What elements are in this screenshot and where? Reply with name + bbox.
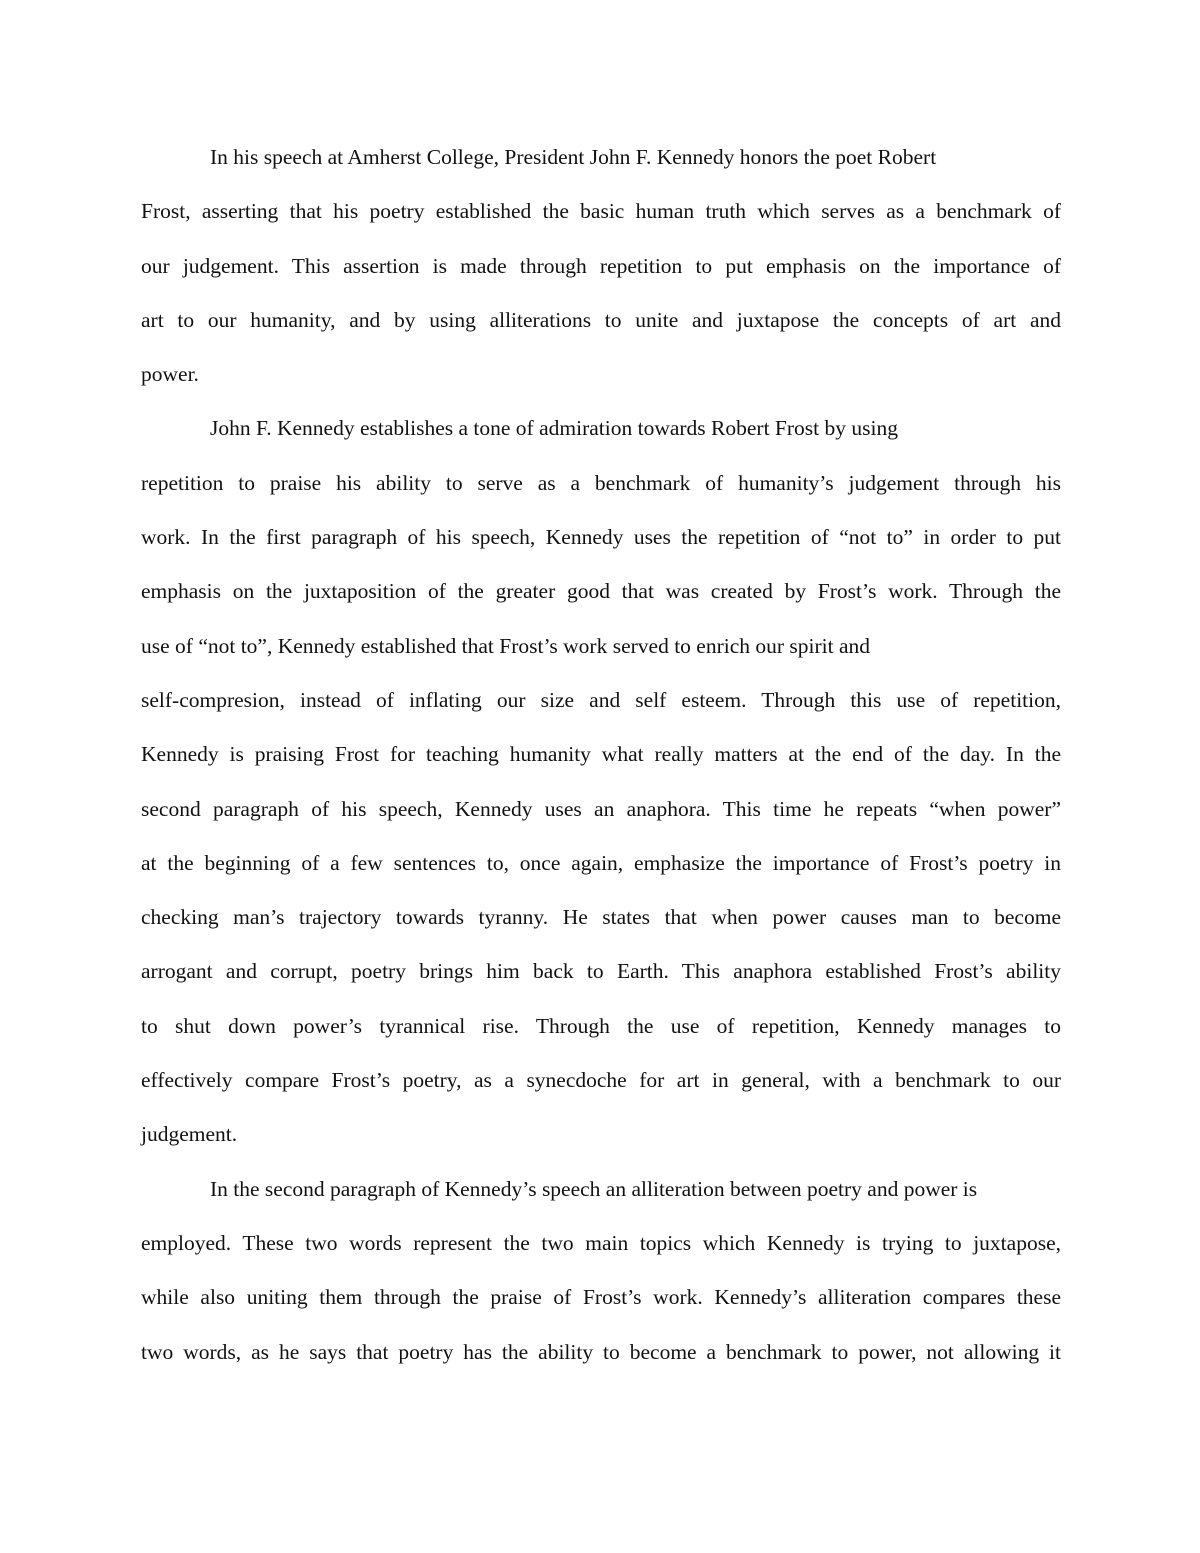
paragraph-3-line-2: employed. These two words represent the two main topics which Kennedy is trying to juxtapose,	[141, 1230, 1061, 1255]
paragraph-2-line-12: to shut down power’s tyrannical rise. Through the use of repetition, Kennedy manages to	[141, 1013, 1061, 1038]
paragraph-2-line-14: judgement.	[141, 1122, 238, 1147]
paragraph-1-line-3: our judgement. This assertion is made through repetition to put emphasis on the importance of	[141, 253, 1061, 278]
paragraph-2-line-6: self-compresion, instead of inflating our size and self esteem. Through this use of repetition,	[141, 687, 1061, 712]
paragraph-2-line-5: use of “not to”, Kennedy established that Frost’s work served to enrich our spirit and	[141, 633, 871, 658]
paragraph-3-line-4: two words, as he says that poetry has the ability to become a benchmark to power, not allowing it	[141, 1339, 1061, 1364]
paragraph-1-line-4: art to our humanity, and by using alliterations to unite and juxtapose the concepts of art and	[141, 307, 1061, 332]
paragraph-3-line-1: In the second paragraph of Kennedy’s speech an alliteration between poetry and power is	[210, 1176, 978, 1201]
paragraph-2-line-10: checking man’s trajectory towards tyranny. He states that when power causes man to become	[141, 905, 1061, 930]
paragraph-2-line-4: emphasis on the juxtaposition of the greater good that was created by Frost’s work. Through the	[141, 579, 1061, 604]
paragraph-3-line-3: while also uniting them through the praise of Frost’s work. Kennedy’s alliteration compares these	[141, 1285, 1061, 1310]
paragraph-2-line-1: John F. Kennedy establishes a tone of admiration towards Robert Frost by using	[210, 416, 898, 441]
paragraph-2-line-3: work. In the first paragraph of his speech, Kennedy uses the repetition of “not to” in order to put	[141, 525, 1061, 550]
paragraph-1-line-2: Frost, asserting that his poetry established the basic human truth which serves as a benchmark of	[141, 199, 1061, 224]
paragraph-1-line-1: In his speech at Amherst College, President John F. Kennedy honors the poet Robert	[210, 145, 937, 169]
paragraph-2-line-11: arrogant and corrupt, poetry brings him back to Earth. This anaphora established Frost’s ability	[141, 959, 1061, 984]
paragraph-2-line-8: second paragraph of his speech, Kennedy uses an anaphora. This time he repeats “when power”	[141, 796, 1061, 821]
paragraph-2-line-7: Kennedy is praising Frost for teaching humanity what really matters at the end of the day. In the	[141, 742, 1061, 767]
paragraph-2-line-13: effectively compare Frost’s poetry, as a synecdoche for art in general, with a benchmark to our	[141, 1068, 1061, 1093]
paragraph-2-line-9: at the beginning of a few sentences to, once again, emphasize the importance of Frost’s poetry in	[141, 850, 1061, 875]
essay-body	[141, 130, 1061, 1379]
paragraph-1-line-5: power.	[141, 362, 199, 387]
paragraph-2-line-2: repetition to praise his ability to serve as a benchmark of humanity’s judgement through his	[141, 470, 1061, 495]
